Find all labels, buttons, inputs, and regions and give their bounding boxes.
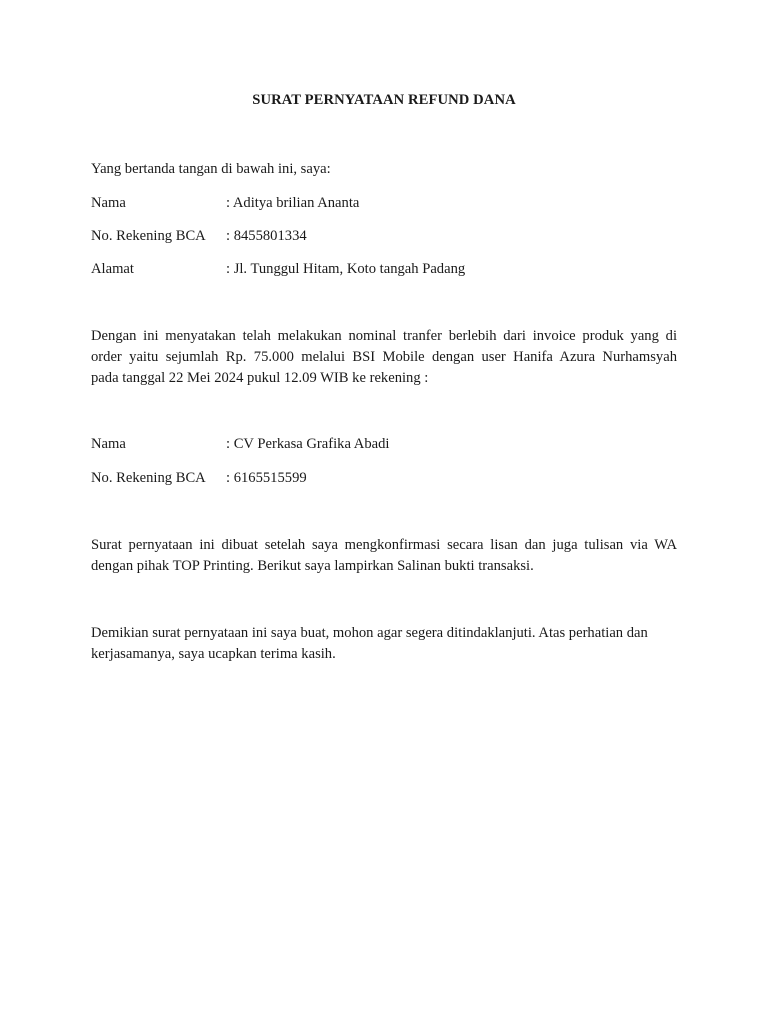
sender-name-value: : Aditya brilian Ananta <box>226 195 360 211</box>
closing-paragraph <box>91 623 677 665</box>
recipient-name-value: : CV Perkasa Grafika Abadi <box>226 436 390 452</box>
closing-line: Demikian surat pernyataan ini saya buat, mohon agar segera ditindaklanjuti. Atas perhatian dan <box>91 625 648 641</box>
confirmation-line: Surat pernyataan ini dibuat setelah saya mengkonfirmasi secara lisan dan juga tulisan via WA <box>91 537 677 553</box>
statement-line: order yaitu sejumlah Rp. 75.000 melalui BSI Mobile dengan user Hanifa Azura Nurhamsyah <box>91 349 677 365</box>
document-title: SURAT PERNYATAAN REFUND DANA <box>252 92 516 108</box>
sender-account-label: No. Rekening BCA <box>91 228 206 244</box>
statement-line: pada tanggal 22 Mei 2024 pukul 12.09 WIB ke rekening : <box>91 370 429 386</box>
closing-line: kerjasamanya, saya ucapkan terima kasih. <box>91 646 336 662</box>
intro-text: Yang bertanda tangan di bawah ini, saya: <box>91 161 331 177</box>
confirmation-line: dengan pihak TOP Printing. Berikut saya lampirkan Salinan bukti transaksi. <box>91 558 534 574</box>
sender-address-label: Alamat <box>91 261 134 277</box>
recipient-account-label: No. Rekening BCA <box>91 470 206 486</box>
sender-account-value: : 8455801334 <box>226 228 307 244</box>
recipient-account-value: : 6165515599 <box>226 470 307 486</box>
sender-address-value: : Jl. Tunggul Hitam, Koto tangah Padang <box>226 261 466 277</box>
statement-line: Dengan ini menyatakan telah melakukan nominal tranfer berlebih dari invoice produk yang di <box>91 328 677 344</box>
statement-paragraph <box>91 326 677 389</box>
recipient-name-label: Nama <box>91 436 126 452</box>
confirmation-paragraph <box>91 535 677 577</box>
sender-name-label: Nama <box>91 195 126 211</box>
